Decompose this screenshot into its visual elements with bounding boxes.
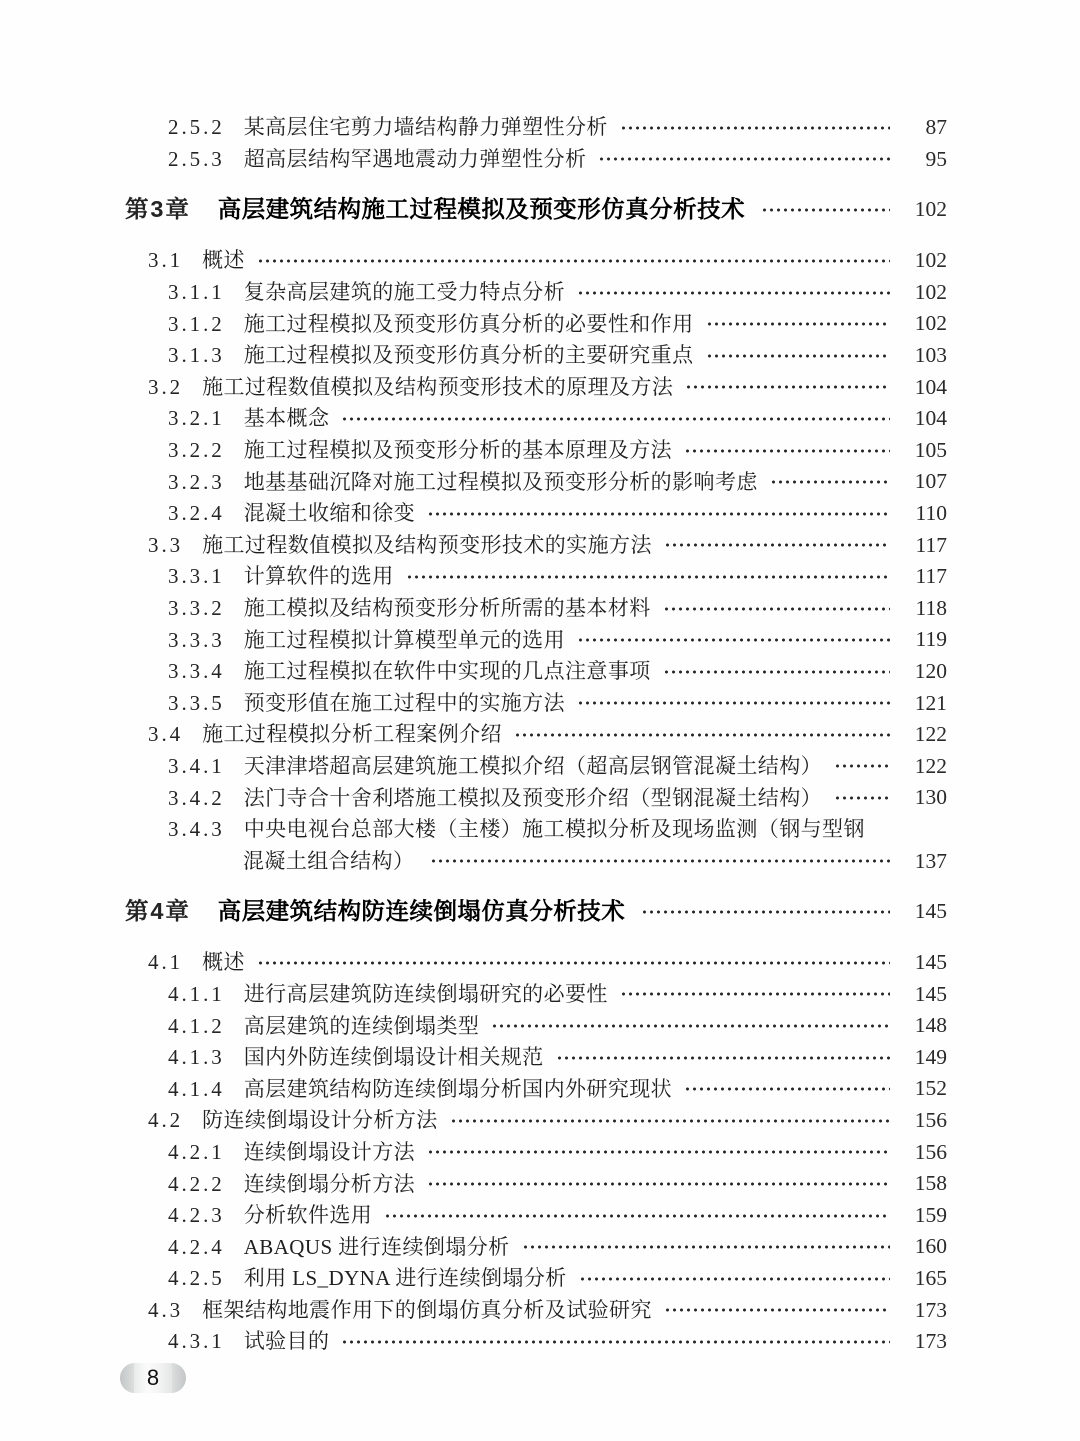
toc-entry-title: 分析软件选用 — [243, 1203, 373, 1228]
toc-entry-number: 3.1.2 — [168, 311, 225, 336]
toc-entry-page-number: 160 — [914, 1234, 947, 1259]
toc-dotted-leader — [577, 698, 890, 708]
toc-entry-number: 4.1.2 — [168, 1013, 225, 1038]
toc-entry-page-number: 118 — [915, 595, 947, 620]
toc-dotted-leader — [406, 572, 890, 582]
toc-entry-title: 高层建筑的连续倒塌类型 — [243, 1013, 480, 1038]
toc-entry-title: 中央电视台总部大楼（主楼）施工模拟分析及现场监测（钢与型钢 — [243, 817, 865, 842]
toc-entry-page-number: 104 — [914, 406, 947, 431]
toc-entry — [125, 403, 947, 435]
toc-entry-number: 第3章 — [125, 196, 191, 223]
toc-entry-title: 施工过程模拟及预变形仿真分析的主要研究重点 — [243, 343, 694, 368]
toc-dotted-leader — [706, 351, 890, 361]
toc-entry — [125, 593, 947, 625]
toc-entry-number: 2.5.3 — [168, 146, 225, 171]
toc-entry-number: 3.2.1 — [168, 406, 225, 431]
toc-entry-page-number: 102 — [914, 197, 947, 222]
toc-entry-title: 高层建筑结构防连续倒塌分析国内外研究现状 — [243, 1076, 673, 1101]
toc-entry — [125, 112, 947, 144]
toc-entry-title: 复杂高层建筑的施工受力特点分析 — [243, 280, 566, 305]
toc-entry — [125, 1042, 947, 1074]
toc-entry-page-number: 137 — [914, 848, 947, 873]
toc-entry-number: 4.1 — [148, 950, 184, 975]
toc-entry — [125, 189, 947, 231]
toc-entry-page-number: 95 — [925, 146, 947, 171]
toc-entry-number: 3.3.1 — [168, 564, 225, 589]
toc-dotted-leader — [341, 1337, 890, 1347]
toc-entry-page-number: 159 — [914, 1202, 947, 1227]
toc-entry-title: 连续倒塌分析方法 — [243, 1171, 416, 1196]
toc-entry-number: 3.2.4 — [168, 501, 225, 526]
toc-dotted-leader — [620, 989, 890, 999]
toc-entry — [125, 656, 947, 688]
toc-entry-number: 3.2.2 — [168, 438, 225, 463]
toc-entry-title: ABAQUS 进行连续倒塌分析 — [243, 1234, 510, 1259]
toc-entry-number: 4.3.1 — [168, 1329, 225, 1354]
toc-dotted-leader — [427, 1179, 890, 1189]
toc-entry-number: 3.2.3 — [168, 469, 225, 494]
toc-entry-title: 高层建筑结构施工过程模拟及预变形仿真分析技术 — [217, 196, 746, 223]
toc-entry-title: 防连续倒塌设计分析方法 — [202, 1108, 438, 1133]
toc-dotted-leader — [577, 288, 890, 298]
toc-entry-page-number: 87 — [925, 115, 947, 140]
toc-entry-number: 3.3.4 — [168, 659, 225, 684]
toc-entry — [125, 372, 947, 404]
toc-dotted-leader — [598, 154, 890, 164]
toc-entry-page-number: 110 — [915, 500, 947, 525]
toc-dotted-leader — [450, 1116, 890, 1126]
toc-dotted-leader — [427, 1147, 890, 1157]
toc-entry-title: 混凝土组合结构） — [243, 848, 415, 873]
toc-entry-title: 预变形值在施工过程中的实施方法 — [243, 690, 566, 715]
toc-entry-page-number: 173 — [914, 1297, 947, 1322]
toc-entry — [125, 947, 947, 979]
toc-dotted-leader — [514, 730, 890, 740]
toc-entry-title: 概述 — [202, 248, 245, 273]
toc-entry-title: 基本概念 — [243, 406, 330, 431]
toc-entry-number: 4.1.3 — [168, 1045, 225, 1070]
toc-entry — [125, 688, 947, 720]
toc-dotted-leader — [257, 256, 890, 266]
toc-entry — [125, 340, 947, 372]
toc-entry-number: 4.2.4 — [168, 1234, 225, 1259]
toc-dotted-leader — [664, 1305, 890, 1315]
toc-entry-page-number: 148 — [914, 1013, 947, 1038]
toc-dotted-leader — [663, 604, 890, 614]
badge-left-cap — [120, 1363, 134, 1393]
toc-entry — [125, 1231, 947, 1263]
toc-entry — [125, 1105, 947, 1137]
toc-dotted-leader — [770, 477, 890, 487]
toc-dotted-leader — [641, 907, 890, 917]
toc-entry-number: 3.3.2 — [168, 596, 225, 621]
toc-entry-title: 混凝土收缩和徐变 — [243, 501, 416, 526]
toc-dotted-leader — [579, 1274, 890, 1284]
toc-dotted-leader — [341, 414, 890, 424]
toc-entry-page-number: 121 — [914, 690, 947, 715]
toc-dotted-leader — [684, 1084, 890, 1094]
toc-entry-page-number: 152 — [914, 1076, 947, 1101]
toc-entry-number: 3.1 — [148, 248, 184, 273]
page-number-badge — [120, 1363, 186, 1393]
toc-entry-page-number: 102 — [914, 311, 947, 336]
toc-dotted-leader — [834, 761, 890, 771]
toc-entry-number: 4.2.2 — [168, 1171, 225, 1196]
toc-entry — [125, 719, 947, 751]
toc-entry-number: 4.2.5 — [168, 1266, 225, 1291]
toc-entry-page-number: 105 — [914, 437, 947, 462]
toc-entry-number: 4.2.3 — [168, 1203, 225, 1228]
toc-dotted-leader — [684, 446, 890, 456]
toc-entry-title: 施工过程模拟及预变形分析的基本原理及方法 — [243, 438, 673, 463]
toc-entry-title: 利用 LS_DYNA 进行连续倒塌分析 — [243, 1266, 567, 1291]
toc-entry — [125, 814, 947, 846]
toc-entry-title: 天津津塔超高层建筑施工模拟介绍（超高层钢管混凝土结构） — [243, 753, 823, 778]
toc-entry-title: 国内外防连续倒塌设计相关规范 — [243, 1045, 544, 1070]
toc-entry-title: 施工过程数值模拟及结构预变形技术的实施方法 — [202, 532, 652, 557]
toc-entry-page-number: 107 — [914, 469, 947, 494]
toc-entry-number: 3.2 — [148, 374, 184, 399]
toc-dotted-leader — [556, 1053, 890, 1063]
toc-entry-number: 3.1.1 — [168, 280, 225, 305]
toc-entry-page-number: 117 — [915, 532, 947, 557]
toc-entry-title: 施工过程模拟在软件中实现的几点注意事项 — [243, 659, 651, 684]
toc-entry — [125, 245, 947, 277]
toc-entry — [125, 1326, 947, 1358]
toc-entry-title: 连续倒塌设计方法 — [243, 1139, 416, 1164]
toc-entry-title: 试验目的 — [243, 1329, 330, 1354]
toc-entry-title: 进行高层建筑防连续倒塌研究的必要性 — [243, 981, 608, 1006]
toc-entry-page-number: 117 — [915, 564, 947, 589]
toc-entry-page-number: 130 — [914, 785, 947, 810]
toc-entry-number: 3.3.3 — [168, 627, 225, 652]
toc-entry-title: 超高层结构罕遇地震动力弹塑性分析 — [243, 146, 587, 171]
toc-entry-title: 法门寺合十舍利塔施工模拟及预变形介绍（型钢混凝土结构） — [243, 785, 823, 810]
toc-dotted-leader — [430, 856, 890, 866]
toc-entry-number: 第4章 — [125, 898, 191, 925]
toc-dotted-leader — [384, 1211, 890, 1221]
toc-entry-title: 施工过程模拟计算模型单元的选用 — [243, 627, 566, 652]
toc-entry-number: 3.1.3 — [168, 343, 225, 368]
toc-dotted-leader — [491, 1021, 890, 1031]
toc-entry-title: 高层建筑结构防连续倒塌仿真分析技术 — [217, 898, 626, 925]
toc-entry-number: 4.1.4 — [168, 1076, 225, 1101]
toc-dotted-leader — [620, 123, 890, 133]
toc-entry-page-number: 104 — [914, 374, 947, 399]
toc-dotted-leader — [685, 382, 890, 392]
toc-entry-title: 框架结构地震作用下的倒塌仿真分析及试验研究 — [202, 1297, 652, 1322]
toc-entry — [125, 624, 947, 656]
toc-entry — [125, 1137, 947, 1169]
toc-entry — [125, 1200, 947, 1232]
toc-entry-number: 3.3.5 — [168, 690, 225, 715]
toc-entry — [125, 277, 947, 309]
toc-entry — [125, 845, 947, 877]
toc-entry-page-number: 122 — [914, 753, 947, 778]
toc-entry — [125, 1263, 947, 1295]
toc-entry-title: 施工过程数值模拟及结构预变形技术的原理及方法 — [202, 374, 674, 399]
toc-entry — [125, 466, 947, 498]
toc-dotted-leader — [577, 635, 890, 645]
toc-dotted-leader — [522, 1242, 890, 1252]
toc-entry-page-number: 119 — [915, 627, 947, 652]
toc-entry-title: 地基基础沉降对施工过程模拟及预变形分析的影响考虑 — [243, 469, 758, 494]
toc-entry — [125, 1073, 947, 1105]
toc-entry-title: 计算软件的选用 — [243, 564, 394, 589]
toc-entry-page-number: 165 — [914, 1266, 947, 1291]
toc-entry-page-number: 102 — [914, 279, 947, 304]
toc-entry — [125, 308, 947, 340]
toc-entry-page-number: 158 — [914, 1171, 947, 1196]
toc-entry-page-number: 102 — [914, 248, 947, 273]
toc-entry-number: 4.2.1 — [168, 1139, 225, 1164]
toc-entry — [125, 891, 947, 933]
toc-dotted-leader — [706, 319, 890, 329]
toc-entry-number: 4.1.1 — [168, 981, 225, 1006]
toc-list — [125, 112, 947, 1358]
toc-entry — [125, 1168, 947, 1200]
toc-entry-page-number: 145 — [914, 981, 947, 1006]
toc-entry-title: 施工过程模拟及预变形仿真分析的必要性和作用 — [243, 311, 694, 336]
toc-entry — [125, 498, 947, 530]
toc-entry — [125, 751, 947, 783]
toc-entry-number: 4.2 — [148, 1108, 184, 1133]
toc-entry — [125, 561, 947, 593]
toc-entry-number: 3.4 — [148, 722, 184, 747]
toc-entry-number: 3.4.1 — [168, 753, 225, 778]
toc-dotted-leader — [663, 667, 890, 677]
toc-entry-number: 3.3 — [148, 532, 184, 557]
badge-right-cap — [172, 1363, 186, 1393]
toc-entry-title: 施工模拟及结构预变形分析所需的基本材料 — [243, 596, 651, 621]
toc-entry — [125, 1010, 947, 1042]
toc-entry-page-number: 103 — [914, 343, 947, 368]
toc-entry — [125, 435, 947, 467]
toc-entry-number: 3.4.2 — [168, 785, 225, 810]
toc-entry — [125, 782, 947, 814]
toc-entry — [125, 1295, 947, 1327]
toc-entry-page-number: 145 — [914, 950, 947, 975]
toc-entry-page-number: 173 — [914, 1329, 947, 1354]
toc-entry-title: 某高层住宅剪力墙结构静力弹塑性分析 — [243, 115, 608, 140]
toc-dotted-leader — [664, 540, 890, 550]
toc-entry — [125, 144, 947, 176]
toc-entry-number: 4.3 — [148, 1297, 184, 1322]
toc-entry-number: 3.4.3 — [168, 817, 225, 842]
toc-entry-title: 概述 — [202, 950, 245, 975]
toc-entry-page-number: 120 — [914, 658, 947, 683]
toc-entry-page-number: 156 — [914, 1139, 947, 1164]
page-number: 8 — [134, 1363, 172, 1393]
toc-entry-number: 2.5.2 — [168, 115, 225, 140]
toc-dotted-leader — [257, 958, 890, 968]
toc-entry — [125, 979, 947, 1011]
toc-entry-page-number: 145 — [914, 899, 947, 924]
toc-entry-page-number: 149 — [914, 1044, 947, 1069]
toc-dotted-leader — [761, 205, 890, 215]
toc-entry-page-number: 122 — [914, 722, 947, 747]
toc-dotted-leader — [834, 793, 890, 803]
toc-entry-page-number: 156 — [914, 1108, 947, 1133]
toc-entry-title: 施工过程模拟分析工程案例介绍 — [202, 722, 502, 747]
toc-dotted-leader — [427, 509, 890, 519]
toc-entry — [125, 530, 947, 562]
